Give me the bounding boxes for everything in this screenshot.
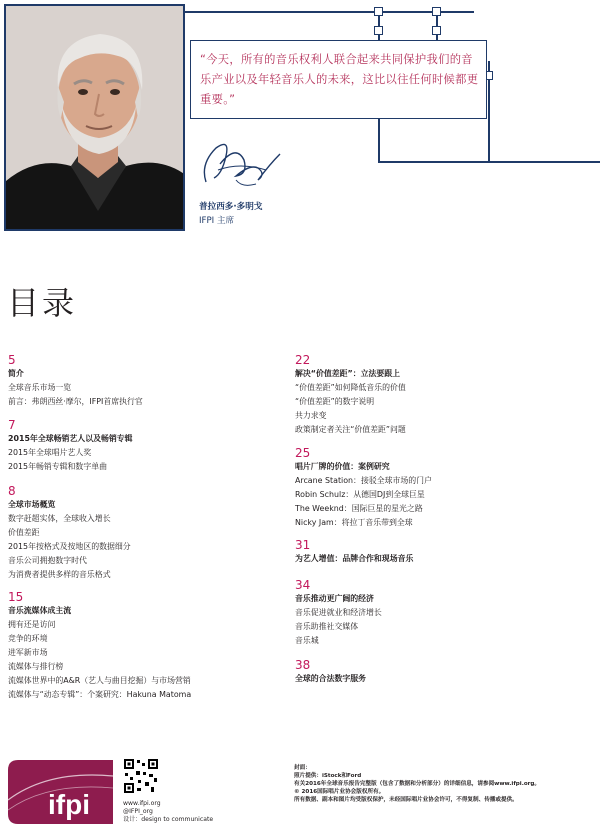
toc-section[interactable]: [295, 446, 432, 530]
section-item: 价值差距: [8, 528, 40, 537]
connector-line: [378, 161, 600, 163]
section-item: “价值差距”的数字说明: [295, 397, 375, 406]
section-number: 5: [8, 353, 16, 367]
section-item: Robin Schulz：从德国DJ到全球巨星: [295, 490, 425, 499]
section-title: 2015年全球畅销艺人以及畅销专辑: [8, 434, 133, 443]
section-item: The Weeknd：国际巨星的星光之路: [295, 504, 423, 513]
ifpi-logo[interactable]: [8, 760, 113, 824]
credits-line: 封面：: [294, 765, 311, 771]
credits-block: [294, 764, 556, 804]
section-item: 全球音乐市场一览: [8, 383, 72, 392]
section-item: 流媒体世界中的A&R（艺人与曲目挖掘）与市场营销: [8, 676, 191, 685]
section-item: 流媒体与“动态专辑”：个案研究：Hakuna Matoma: [8, 690, 192, 699]
section-item: 共力求变: [295, 411, 327, 420]
credits-line: 照片提供：iStock和Ford: [294, 773, 362, 779]
twitter-handle[interactable]: @IFPI_org: [123, 808, 153, 815]
section-item: 政策制定者关注“价值差距”问题: [295, 425, 406, 434]
section-item: Arcane Station：接驳全球市场的门户: [295, 476, 432, 485]
section-number: 8: [8, 484, 16, 498]
section-item: 数字赶超实体，全球收入增长: [8, 514, 111, 523]
credits-line: 有关2016年全球音乐报告完整版（包含了数据和分析部分）的详细信息，请参阅www.ifpi.org。: [294, 781, 541, 787]
qr-code-icon[interactable]: [123, 758, 159, 794]
connector-node: [374, 26, 383, 35]
section-item: 音乐城: [295, 636, 319, 645]
credits-line: © 2016国际唱片业协会版权所有。: [294, 789, 385, 795]
section-item: 进军新市场: [8, 648, 48, 657]
connector-node: [432, 26, 441, 35]
section-item: 流媒体与排行榜: [8, 662, 64, 671]
footer-links: [123, 800, 213, 824]
toc-section[interactable]: [8, 484, 131, 582]
section-item: 2015年畅销专辑和数字单曲: [8, 462, 107, 471]
toc-section[interactable]: [8, 353, 143, 409]
section-item: 为消费者提供多样的音乐格式: [8, 570, 111, 579]
design-credit: 设计：design to communicate: [123, 816, 214, 823]
connector-node: [374, 7, 383, 16]
toc-section[interactable]: [8, 590, 191, 702]
toc-section[interactable]: [8, 418, 133, 474]
section-item: 音乐公司拥抱数字时代: [8, 556, 87, 565]
section-title: 音乐流媒体成主流: [8, 606, 72, 615]
chairman-portrait: [4, 4, 185, 231]
section-title: 音乐推动更广阔的经济: [295, 594, 374, 603]
section-number: 38: [295, 658, 311, 672]
website-link[interactable]: www.ifpi.org: [123, 800, 161, 807]
chairman-name: 普拉西多·多明戈: [199, 202, 263, 212]
toc-section[interactable]: [295, 658, 366, 686]
section-item: 音乐促进就业和经济增长: [295, 608, 382, 617]
section-item: 拥有还是访问: [8, 620, 56, 629]
signature-icon: [196, 134, 288, 196]
credits-line: 所有数据、副本和图片均受版权保护，未经国际唱片业协会许可，不得复制、传播或提供。: [294, 797, 518, 803]
toc-section[interactable]: [295, 538, 413, 566]
page-title: 目录: [7, 284, 78, 322]
logo-text: ifpi: [48, 789, 90, 820]
section-item: 2015年全球唱片艺人奖: [8, 448, 92, 457]
section-number: 7: [8, 418, 16, 432]
section-number: 31: [295, 538, 311, 552]
section-title: 简介: [8, 369, 24, 378]
toc-section[interactable]: [295, 353, 406, 437]
toc-section[interactable]: [295, 578, 382, 648]
section-item: Nicky Jam：将拉丁音乐带到全球: [295, 518, 413, 527]
chairman-title: IFPI 主席: [199, 216, 235, 226]
section-number: 25: [295, 446, 311, 460]
section-item: 竞争的环境: [8, 634, 48, 643]
section-title: 全球市场概览: [8, 500, 56, 509]
section-item: 前言：弗朗西丝·摩尔，IFPI首席执行官: [8, 397, 143, 406]
connector-node: [432, 7, 441, 16]
connector-line: [183, 11, 474, 13]
section-title: 全球的合法数字服务: [295, 674, 367, 683]
chairman-quote: “今天，所有的音乐权利人联合起来共同保护我们的音乐产业以及年轻音乐人的未来，这比以往任何时候都更重要。”: [200, 53, 479, 106]
section-item: 2015年按格式及按地区的数据细分: [8, 542, 131, 551]
section-number: 15: [8, 590, 24, 604]
section-number: 34: [295, 578, 311, 592]
section-title: 解决“价值差距”：立法要跟上: [295, 369, 401, 378]
section-title: 唱片厂牌的价值：案例研究: [295, 462, 390, 471]
section-item: 音乐助推社交媒体: [295, 622, 359, 631]
section-item: “价值差距”如何降低音乐的价值: [295, 383, 406, 392]
section-number: 22: [295, 353, 311, 367]
section-title: 为艺人增值：品牌合作和现场音乐: [295, 554, 414, 563]
